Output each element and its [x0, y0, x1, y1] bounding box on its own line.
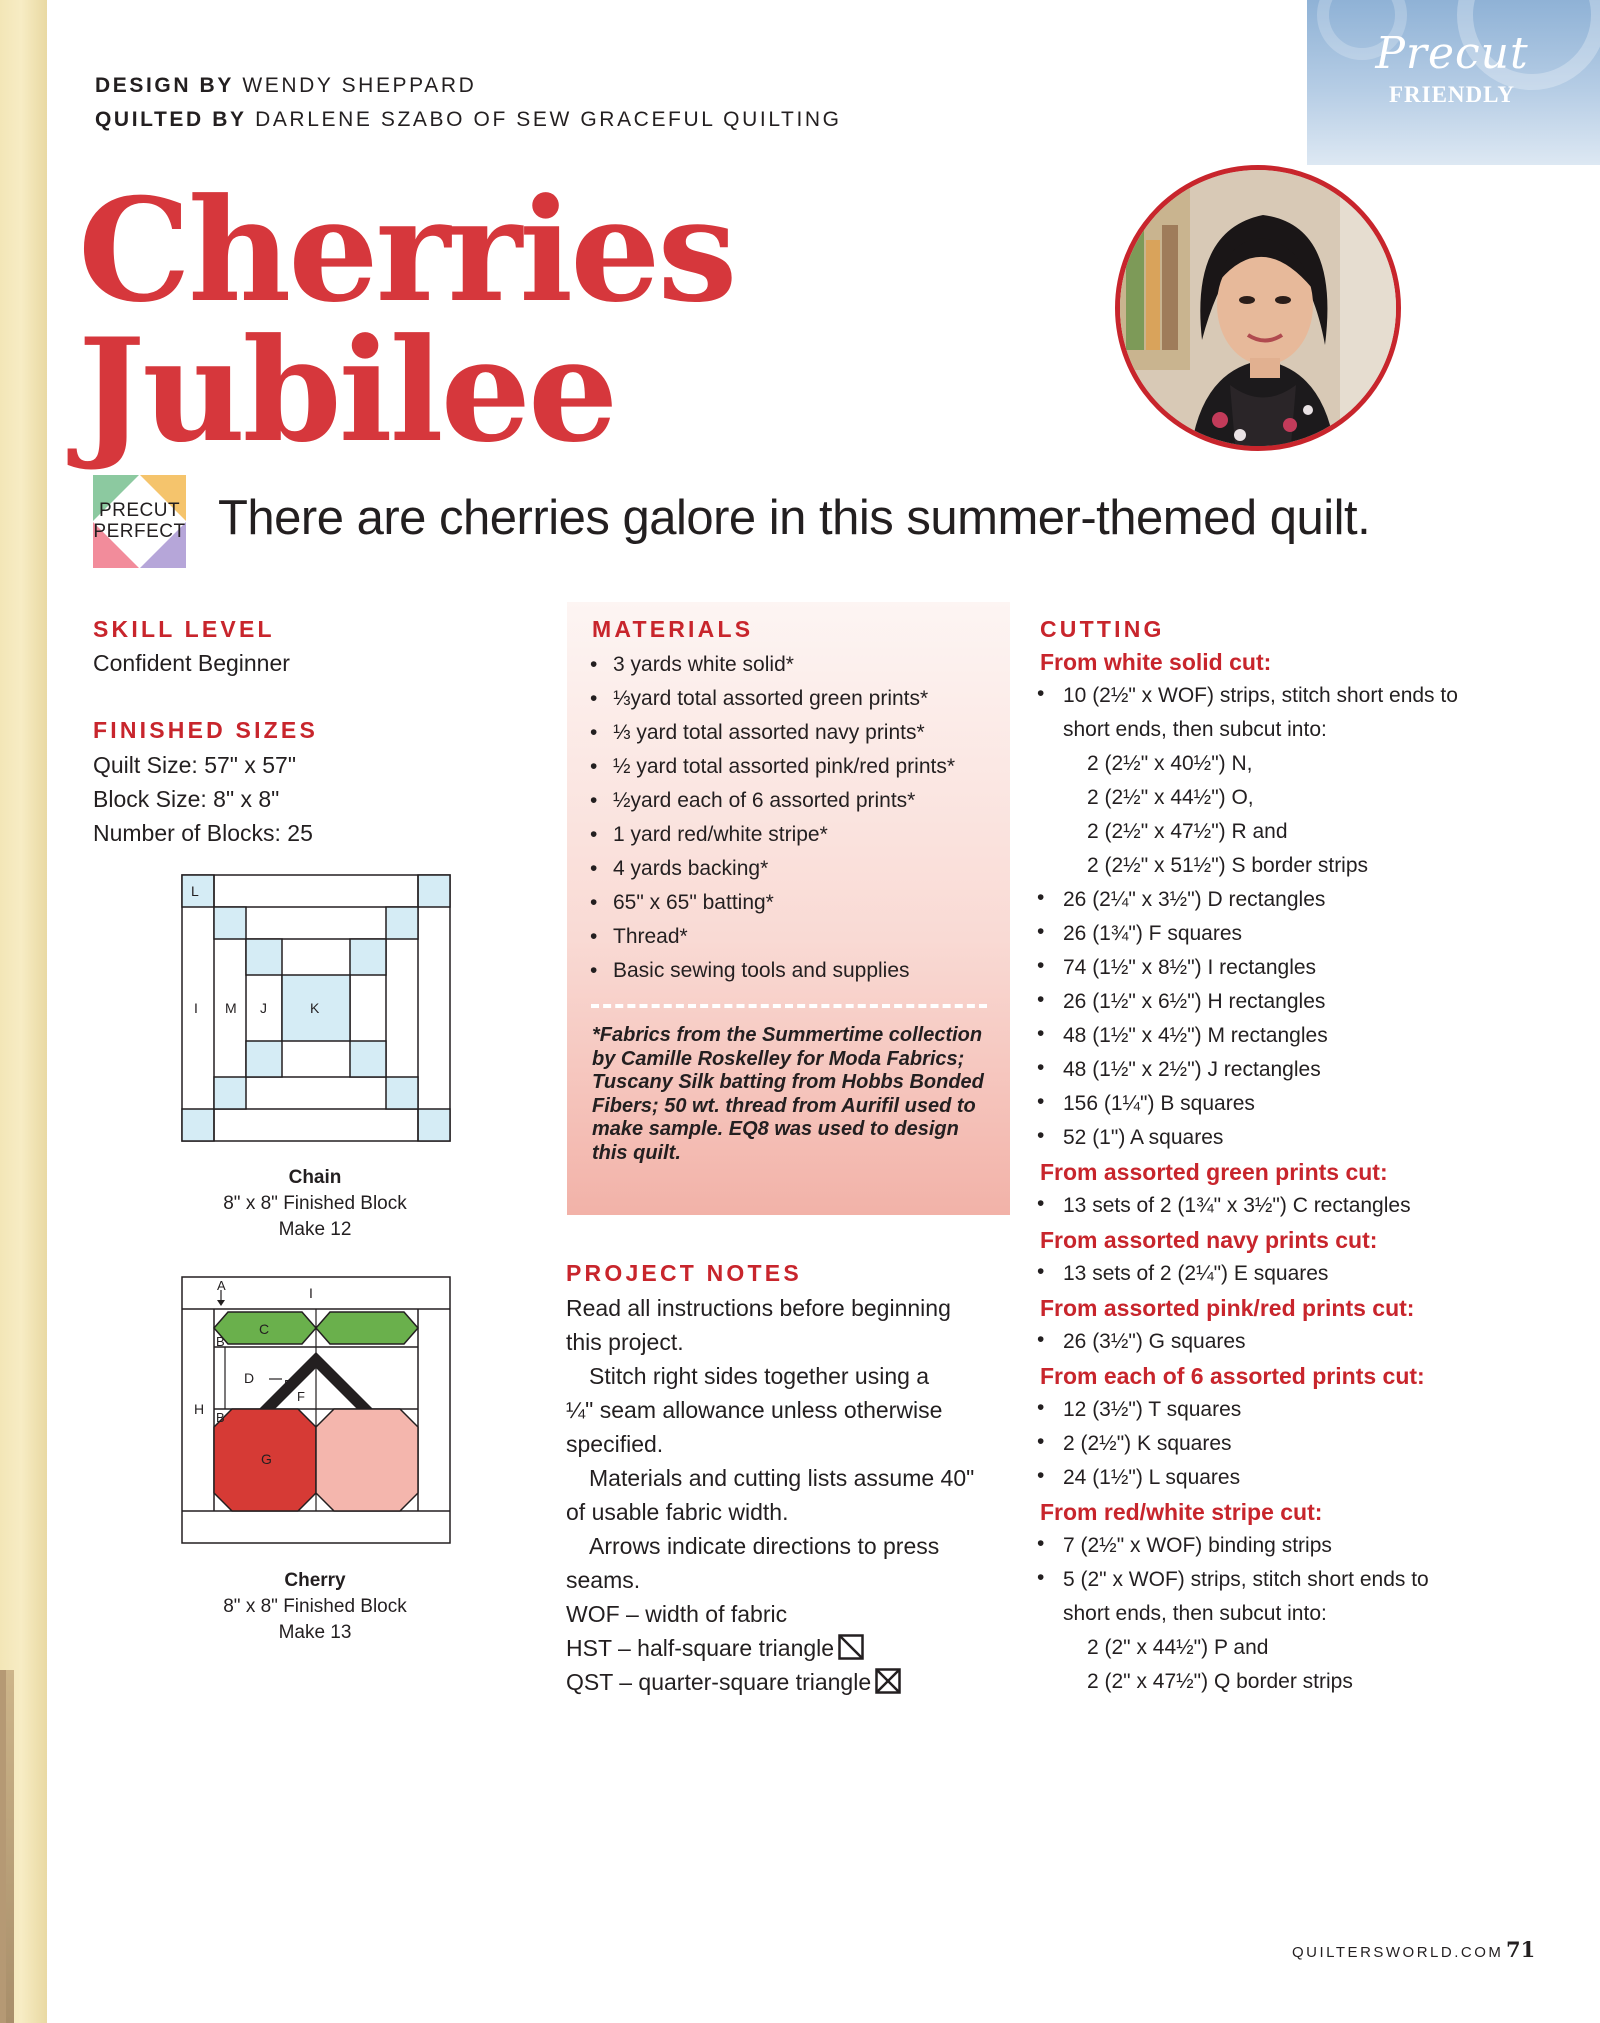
notes-line: WOF – width of fabric — [566, 1601, 788, 1627]
notes-line: Materials and cutting lists assume 40" — [589, 1465, 975, 1491]
cutting-bullet-icon: • — [1037, 1090, 1045, 1113]
skill-level-heading: SKILL LEVEL — [93, 616, 275, 642]
materials-item: • ⅓yard total assorted green prints* — [585, 682, 955, 716]
designer-photo-illustration — [1120, 170, 1401, 451]
materials-item: • 65" x 65" batting* — [585, 886, 955, 920]
cutting-item: 48 (1½" x 2½") J rectangles — [1063, 1058, 1321, 1081]
cherry-label-f: F — [297, 1389, 305, 1404]
cutting-bullet-icon: • — [1037, 1464, 1045, 1487]
materials-item: • 3 yards white solid* — [585, 648, 955, 682]
cutting-item: 10 (2½" x WOF) strips, stitch short ends to — [1063, 684, 1458, 707]
cherry-label-a: A — [217, 1278, 226, 1293]
chain-label-k: K — [310, 1000, 320, 1016]
cutting-bullet-icon: • — [1037, 886, 1045, 909]
cutting-subheading: From assorted green prints cut: — [1040, 1159, 1388, 1185]
cherry-label-e: E — [284, 1377, 293, 1392]
cutting-item: 13 sets of 2 (1¾" x 3½") C rectangles — [1063, 1194, 1411, 1217]
cutting-item: 2 (2½" x 40½") N, — [1087, 752, 1253, 775]
badge-script-text: Precut — [1375, 28, 1529, 79]
quilted-credit — [95, 108, 842, 132]
logo-line-2: PERFECT — [93, 521, 186, 542]
cutting-bullet-icon: • — [1037, 1056, 1045, 1079]
quilt-size: Quilt Size: 57" x 57" — [93, 752, 296, 778]
cutting-item: short ends, then subcut into: — [1063, 1602, 1327, 1625]
materials-item: • Basic sewing tools and supplies — [585, 954, 955, 988]
materials-item: • 1 yard red/white stripe* — [585, 818, 955, 852]
materials-item: • ⅓ yard total assorted navy prints* — [585, 716, 955, 750]
cutting-heading: CUTTING — [1040, 616, 1165, 642]
notes-line: seams. — [566, 1567, 641, 1593]
chain-label-i: I — [194, 1000, 198, 1016]
design-label: DESIGN BY — [95, 74, 234, 97]
cherry-block-name: Cherry — [284, 1570, 346, 1591]
chain-block-name: Chain — [288, 1167, 342, 1188]
chain-label-m: M — [225, 1000, 237, 1016]
cherry-label-b2: B — [216, 1410, 225, 1425]
materials-list — [585, 648, 955, 988]
cutting-subheading: From assorted navy prints cut: — [1040, 1227, 1378, 1253]
cutting-item: 13 sets of 2 (2¼") E squares — [1063, 1262, 1329, 1285]
cutting-bullet-icon: • — [1037, 1192, 1045, 1215]
cutting-bullet-icon: • — [1037, 1430, 1045, 1453]
cutting-item: 2 (2" x 44½") P and — [1087, 1636, 1269, 1659]
project-notes-heading: PROJECT NOTES — [566, 1260, 802, 1286]
cherry-label-h: H — [194, 1401, 205, 1417]
notes-hst-line — [566, 1631, 864, 1665]
cherry-label-c: C — [259, 1321, 270, 1337]
tagline: There are cherries galore in this summer-themed quilt. — [218, 491, 1371, 545]
logo-line-1: PRECUT — [98, 500, 181, 521]
cherry-block-size: 8" x 8" Finished Block — [223, 1596, 407, 1617]
cutting-item: 5 (2" x WOF) strips, stitch short ends to — [1063, 1568, 1429, 1591]
cutting-item: 74 (1½" x 8½") I rectangles — [1063, 956, 1317, 979]
cherry-label-g: G — [261, 1451, 272, 1467]
materials-item: • Thread* — [585, 920, 955, 954]
page-title-line-1: Cherries — [78, 168, 735, 334]
cutting-item: 2 (2½" x 44½") O, — [1087, 786, 1254, 809]
notes-line: ¼" seam allowance unless otherwise — [566, 1397, 943, 1423]
cutting-item: 24 (1½") L squares — [1063, 1466, 1241, 1489]
cutting-item: 26 (1½" x 6½") H rectangles — [1063, 990, 1326, 1013]
cutting-bullet-icon: • — [1037, 1124, 1045, 1147]
cutting-bullet-icon: • — [1037, 1260, 1045, 1283]
precut-perfect-logo-text — [93, 500, 186, 542]
cutting-bullet-icon: • — [1037, 1022, 1045, 1045]
cutting-bullet-icon: • — [1037, 1328, 1045, 1351]
cutting-subheading: From white solid cut: — [1040, 649, 1272, 675]
materials-fabric-note: *Fabrics from the Summertime collection by Camille Roskelley for Moda Fabrics; Tuscany Silk batting from Hobbs Bonded Fibers; 50 wt. thread from Aurifil used to make sample. EQ8 was used to design this quilt. — [592, 1024, 984, 1164]
cutting-item: 26 (2¼" x 3½") D rectangles — [1063, 888, 1326, 911]
number-of-blocks: Number of Blocks: 25 — [93, 820, 313, 846]
cutting-bullet-icon: • — [1037, 1396, 1045, 1419]
cutting-item: 12 (3½") T squares — [1063, 1398, 1242, 1421]
design-credit — [95, 74, 476, 98]
materials-item: • ½ yard total assorted pink/red prints* — [585, 750, 955, 784]
quilter-name: DARLENE SZABO OF SEW GRACEFUL QUILTING — [255, 108, 842, 131]
cherry-block-diagram — [181, 1276, 451, 1544]
cherry-block-caption — [155, 1568, 475, 1646]
quilted-label: QUILTED BY — [95, 108, 247, 131]
chain-label-j: J — [260, 1000, 267, 1016]
skill-level-value: Confident Beginner — [93, 650, 290, 676]
designer-portrait — [1115, 165, 1401, 451]
cutting-item: short ends, then subcut into: — [1063, 718, 1327, 741]
notes-line: specified. — [566, 1431, 664, 1457]
notes-qst-line — [566, 1665, 901, 1699]
notes-line: Read all instructions before beginning — [566, 1295, 951, 1321]
cutting-bullet-icon: • — [1037, 1532, 1045, 1555]
cutting-subheading: From each of 6 assorted prints cut: — [1040, 1363, 1425, 1389]
cutting-subheading: From assorted pink/red prints cut: — [1040, 1295, 1415, 1321]
cutting-item: 7 (2½" x WOF) binding strips — [1063, 1534, 1332, 1557]
cutting-item: 2 (2½") K squares — [1063, 1432, 1232, 1455]
cutting-subheading: From red/white stripe cut: — [1040, 1499, 1323, 1525]
page-title-line-2: Jubilee — [78, 308, 616, 474]
precut-friendly-badge — [1307, 0, 1600, 165]
cutting-item: 2 (2½" x 51½") S border strips — [1087, 854, 1369, 877]
cutting-bullet-icon: • — [1037, 1566, 1045, 1589]
materials-item: • ½yard each of 6 assorted prints* — [585, 784, 955, 818]
finished-sizes-heading: FINISHED SIZES — [93, 717, 318, 743]
chain-block-size: 8" x 8" Finished Block — [223, 1193, 407, 1214]
footer-website: QUILTERSWORLD.COM — [1292, 1944, 1504, 1961]
cherry-label-b1: B — [216, 1334, 225, 1349]
qst-icon — [875, 1668, 901, 1694]
chain-label-l: L — [191, 883, 199, 899]
hst-icon — [838, 1634, 864, 1660]
notes-line: Stitch right sides together using a — [589, 1363, 930, 1389]
materials-divider — [591, 1004, 987, 1008]
notes-line: Arrows indicate directions to press — [589, 1533, 940, 1559]
cutting-item: 52 (1") A squares — [1063, 1126, 1224, 1149]
chain-block-make: Make 12 — [278, 1219, 352, 1240]
notes-line: this project. — [566, 1329, 684, 1355]
cutting-item: 26 (1¾") F squares — [1063, 922, 1243, 945]
cutting-item: 2 (2" x 47½") Q border strips — [1087, 1670, 1353, 1693]
cutting-bullet-icon: • — [1037, 954, 1045, 977]
block-size: Block Size: 8" x 8" — [93, 786, 280, 812]
cutting-bullet-icon: • — [1037, 988, 1045, 1011]
materials-heading: MATERIALS — [592, 616, 754, 642]
cherry-label-i: I — [309, 1285, 313, 1301]
cherry-block-make: Make 13 — [278, 1622, 352, 1643]
badge-sub-text: FRIENDLY — [1388, 82, 1515, 107]
designer-name: WENDY SHEPPARD — [242, 74, 477, 97]
page-number: 71 — [1506, 1937, 1536, 1962]
chain-block-caption — [155, 1165, 475, 1243]
materials-item: • 4 yards backing* — [585, 852, 955, 886]
notes-line: of usable fabric width. — [566, 1499, 789, 1525]
page-spine-edge — [0, 1670, 6, 2023]
notes-qst-text: QST – quarter-square triangle — [566, 1669, 872, 1695]
cutting-bullet-icon: • — [1037, 920, 1045, 943]
cutting-item: 26 (3½") G squares — [1063, 1330, 1246, 1353]
cutting-bullet-icon: • — [1037, 682, 1045, 705]
notes-hst-text: HST – half-square triangle — [566, 1635, 835, 1661]
cherry-label-d: D — [244, 1370, 255, 1386]
cutting-item: 48 (1½" x 4½") M rectangles — [1063, 1024, 1328, 1047]
cutting-item: 2 (2½" x 47½") R and — [1087, 820, 1288, 843]
chain-block-diagram — [181, 874, 451, 1142]
cutting-item: 156 (1¼") B squares — [1063, 1092, 1255, 1115]
